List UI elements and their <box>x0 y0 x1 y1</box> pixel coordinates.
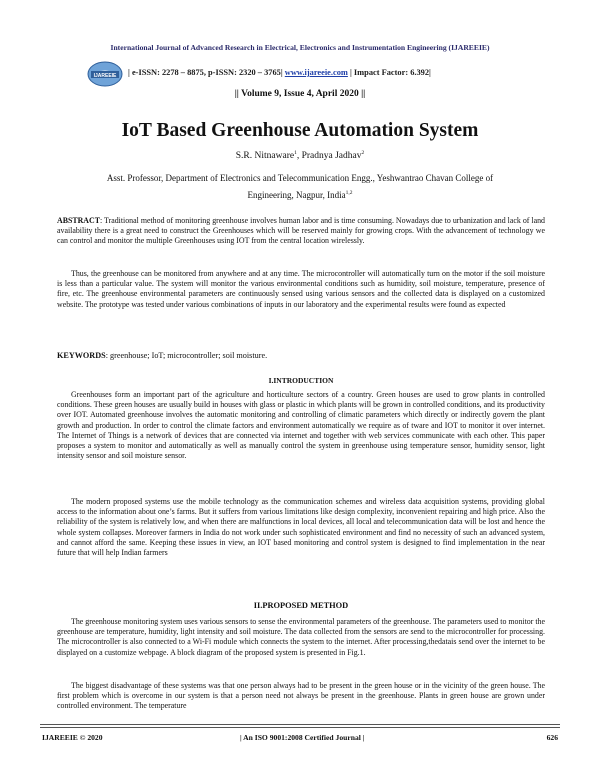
method-paragraph-1: The greenhouse monitoring system uses various sensors to sense the environmental parameters of the greenhouse. The parameters used to monitor the greenhouse are temperature, humidity, light intensity and soil moisture. The data collected from the sensors are send to the microcontroller for processing. The microcontroller is also connected to a Wi-Fi module which connects the system to the internet. After processing,thedatais send over the internet to be displayed on a customize webpage. A block diagram of the proposed system is presented in Fig.1. <box>57 617 545 657</box>
section-heading-introduction: I.INTRODUCTION <box>268 376 334 385</box>
paper-title: IoT Based Greenhouse Automation System <box>121 120 479 141</box>
intro-paragraph-2: The modern proposed systems use the mobile technology as the communication schemes and wireless data acquisition systems, providing global access to the information about one’s farms. But it suffers from various limitations like design complexity, inconvenient repairing and high price. Also the reliability of the system is relatively low, and when there are malfunctions in local devices, all local and telecommunication data will be lost and hence the whole system collapses. Moreover farmers in India do not work under such sophisticated environment and find no necessity of such an advanced system, and cannot afford the same. Keeping these issues in view, an IOT based monitoring and control system is designed to find implementation in the near future that will help Indian farmers <box>57 497 545 558</box>
keywords-label: KEYWORDS <box>57 351 106 360</box>
footer-divider-2 <box>40 727 560 728</box>
volume-issue: || Volume 9, Issue 4, April 2020 || <box>234 89 366 99</box>
logo-text: IJAREEIE <box>93 72 117 79</box>
keywords <box>57 351 545 361</box>
author-1: S.R. Nitnaware <box>235 151 295 161</box>
issn-line <box>128 68 548 77</box>
impact-factor: | Impact Factor: 6.392| <box>349 68 431 77</box>
author-2: Pradnya Jadhav <box>301 151 362 161</box>
abstract-paragraph-2: Thus, the greenhouse can be monitored from anywhere and at any time. The microcontroller will automatically turn on the motor if the soil moisture is less than a particular value. The system will monitor the various environmental conditions such as humidity, soil moisture, temperature, presence of fire, etc. The greenhouse environmental parameters are continuously sensed using various sensors and the collected data is displayed on a customized website. The prototype was tested under various combinations of inputs in our laboratory and the experimental results were found as expected <box>57 269 545 309</box>
keywords-text: : greenhouse; IoT; microcontroller; soil moisture. <box>105 351 268 360</box>
abstract-label: ABSTRACT <box>57 216 100 225</box>
footer-divider <box>40 724 560 725</box>
author-2-sup: 2 <box>361 149 365 156</box>
method-paragraph-2: The biggest disadvantage of these systems was that one person always had to be present in the green house or in the vicinity of the green house. The first problem which is overcome in our system is that a person need not always be present in the greenhouse. Plants in green house are grown under controlled environment. The temperature <box>57 681 545 711</box>
abstract-paragraph <box>57 216 545 247</box>
affiliation <box>95 170 505 204</box>
affiliation-sup: 1,2 <box>345 190 353 196</box>
journal-logo-icon <box>86 59 124 89</box>
footer-copyright: IJAREEIE © 2020 <box>42 733 103 742</box>
issn-text: | e-ISSN: 2278 – 8875, p-ISSN: 2320 – 3765| <box>128 68 283 77</box>
journal-name: International Journal of Advanced Research in Electrical, Electronics and Instrumentation Engineering (IJAREEIE) <box>110 43 490 52</box>
abstract-text: : Traditional method of monitoring greenhouse involves human labor and is time consuming. Nowadays due to urbanization and lack of land availability there is a great need to construct the Greenhouses which will be reserved mainly for growing crops. With the advancement of technology we can control and monitor the multiple Greenhouses using IOT from the central location wirelessly. <box>57 216 545 246</box>
page-number: 626 <box>546 733 558 742</box>
website-link[interactable]: www.ijareeie.com <box>284 68 348 77</box>
authors <box>0 151 600 161</box>
author-separator: , <box>296 151 302 161</box>
footer-certification: | An ISO 9001:2008 Certified Journal | <box>240 733 365 742</box>
affiliation-text: Asst. Professor, Department of Electronics and Telecommunication Engg., Yeshwantrao Chavan College of Engineering, Nagpur, India <box>106 173 494 200</box>
author-1-sup: 1 <box>294 149 297 156</box>
section-heading-proposed-method: II.PROPOSED METHOD <box>253 601 349 610</box>
intro-paragraph-1: Greenhouses form an important part of the agriculture and horticulture sectors of a country. Green houses are used to grow plants in controlled conditions. These green houses are usually build in houses with glass or plastic in which plants will be grown in controlled conditions, and its productivity over IOT. Automated greenhouse involves the automatic monitoring and controlling of climatic parameters which directly or indirectly govern the plant growth and production. In order to control the climate factors and environment automatically we require as of tware and IOT to monitor it over internet. The Internet of Things is a network of devices that are connected via internet and together with web services communicate with each other. This paper proposes a system to monitor and automatically as well as manually control the system in greenhouse using temperature sensor, humidity sensor, light intensity sensor and soil moisture sensor. <box>57 390 545 461</box>
